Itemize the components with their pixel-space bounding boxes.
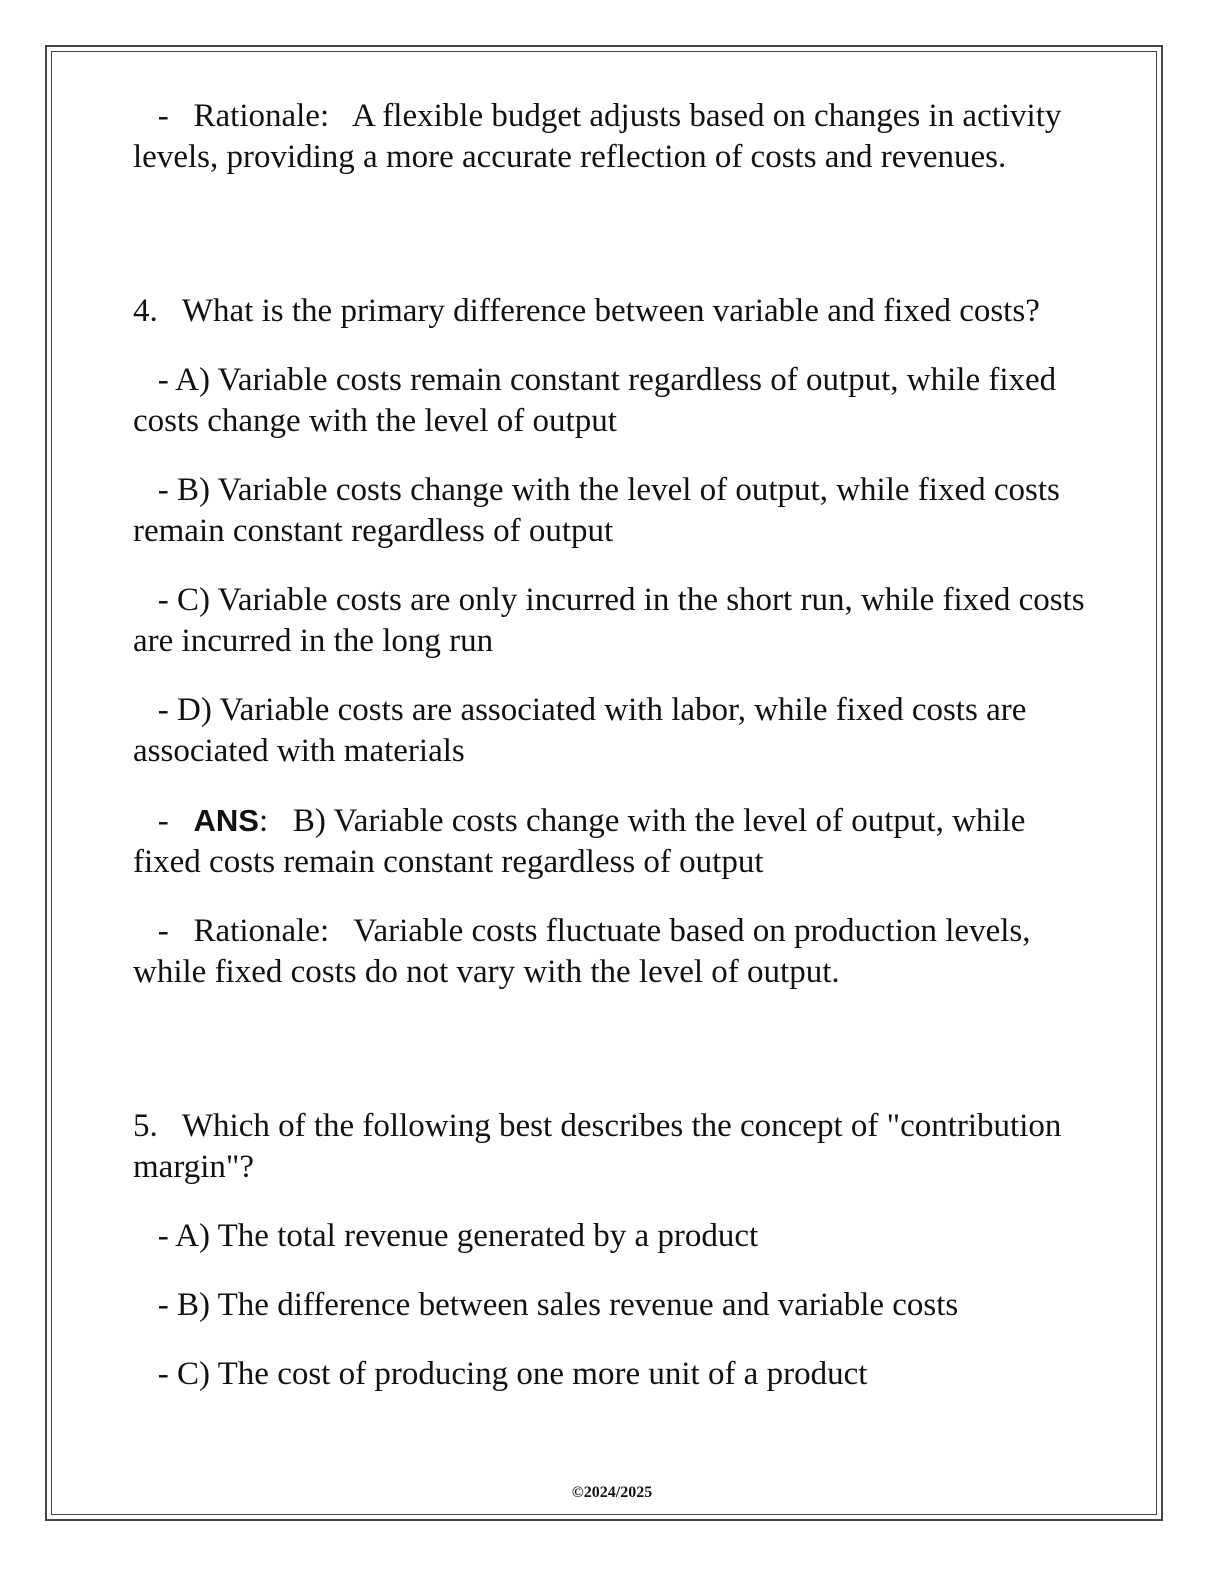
- q4-option-c: - C) Variable costs are only incurred in the short run, while fixed costs are incurred in the long run: [133, 582, 1093, 659]
- q4-answer-colon: :: [258, 803, 293, 839]
- q4-rationale-text: Variable costs fluctuate based on production levels, while fixed costs do not vary with the level of output.: [133, 913, 1039, 990]
- q4-answer-label: ANS: [193, 803, 259, 838]
- q4-question: [133, 291, 1093, 332]
- q4-number: 4.: [133, 293, 158, 329]
- q4-option-a: - A) Variable costs remain constant regardless of output, while fixed costs change with the level of output: [133, 362, 1065, 439]
- q5-question-text: Which of the following best describes the concept of "contribution margin"?: [133, 1108, 1070, 1185]
- q4-option-b: - B) Variable costs change with the level of output, while fixed costs remain constant regardless of output: [133, 472, 1069, 549]
- q5-option-b: - B) The difference between sales revenue and variable costs: [133, 1287, 959, 1323]
- q3-rationale: [133, 96, 1093, 178]
- q3-rationale-text: A flexible budget adjusts based on changes in activity levels, providing a more accurate reflection of costs and revenues.: [133, 98, 1070, 175]
- q4-answer-text: B) Variable costs change with the level of output, while fixed costs remain constant regardless of output: [133, 803, 1034, 880]
- footer-copyright: ©2024/2025: [571, 1484, 653, 1501]
- q4-option-d: - D) Variable costs are associated with labor, while fixed costs are associated with materials: [133, 692, 1035, 769]
- q4-answer-prefix: -: [133, 803, 194, 839]
- q4-answer: [133, 800, 1093, 883]
- q4-rationale-prefix: - Rationale:: [133, 913, 354, 949]
- q4-question-text: What is the primary difference between variable and fixed costs?: [181, 293, 1040, 329]
- q4-rationale: [133, 911, 1093, 993]
- q3-rationale-prefix: - Rationale:: [133, 98, 353, 134]
- q5-option-c: - C) The cost of producing one more unit of a product: [133, 1356, 868, 1392]
- document-body: [133, 96, 1093, 1395]
- q5-question: [133, 1106, 1093, 1188]
- q5-option-a: - A) The total revenue generated by a product: [133, 1218, 759, 1254]
- q5-number: 5.: [133, 1108, 158, 1144]
